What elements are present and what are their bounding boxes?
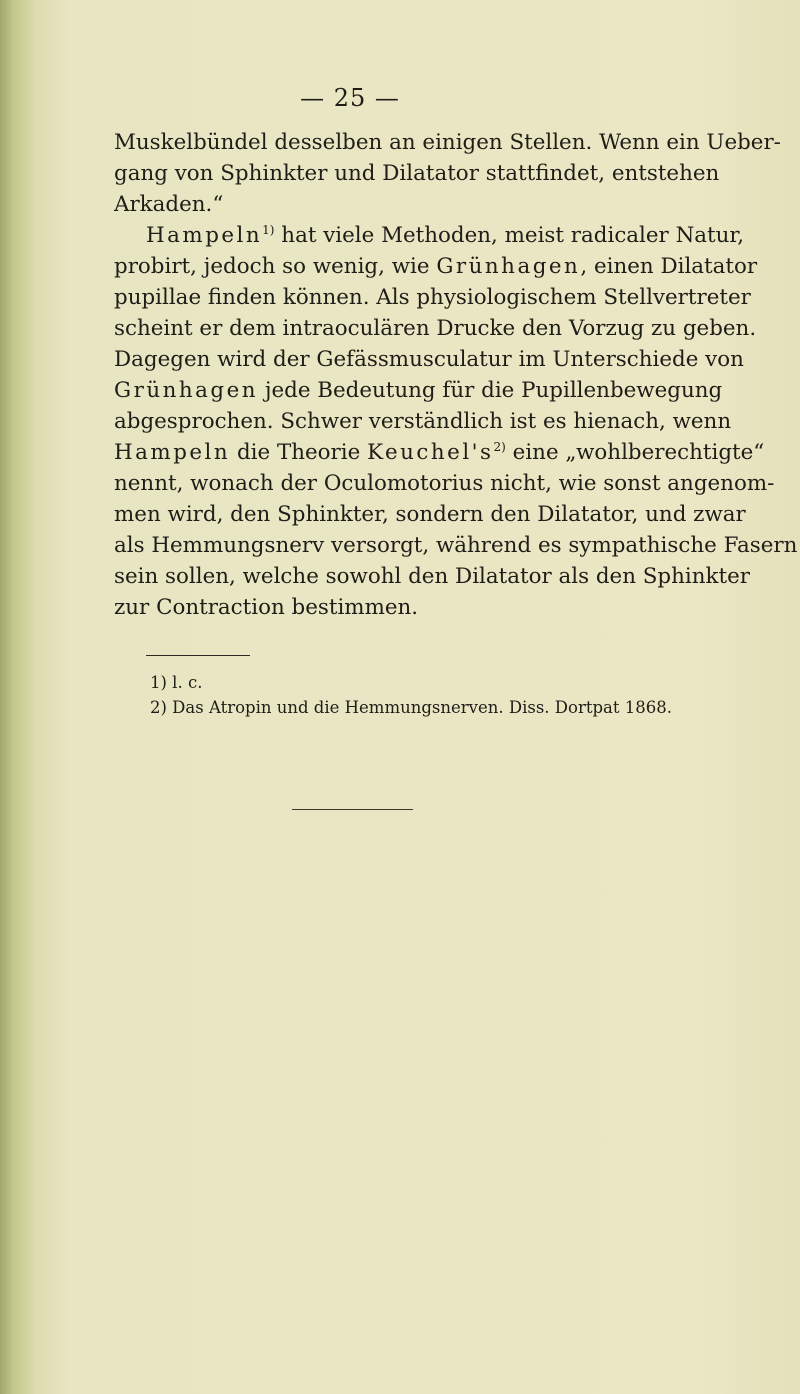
text-run: zur Contraction bestimmen. bbox=[114, 595, 419, 620]
text-line bbox=[114, 406, 732, 437]
text-line bbox=[114, 282, 751, 313]
footnote-ref: 1) bbox=[262, 223, 275, 237]
name-spaced: Grünhagen bbox=[114, 378, 259, 403]
footnote-2: 2) Das Atropin und die Hemmungsnerven. Diss. Dortpat 1868. bbox=[150, 698, 672, 717]
text-run: die Theorie bbox=[230, 440, 368, 465]
text-line bbox=[114, 220, 745, 251]
text-line bbox=[114, 313, 757, 344]
name-spaced: Grünhagen bbox=[436, 254, 581, 279]
name-spaced: Hampeln bbox=[114, 440, 231, 465]
footnote-ref: 2) bbox=[493, 440, 506, 454]
text-run: , einen Dilatator bbox=[580, 254, 758, 279]
footnotes bbox=[150, 670, 710, 720]
text-run: eine „wohlberechtigte“ bbox=[505, 440, 765, 465]
text-line bbox=[114, 344, 744, 375]
text-line bbox=[114, 530, 798, 561]
text-run: nennt, wonach der Oculomotorius nicht, wie sonst angenom- bbox=[114, 471, 775, 496]
text-line bbox=[114, 251, 758, 282]
text-run: sein sollen, welche sowohl den Dilatator als den Sphinkter bbox=[114, 564, 750, 589]
page-number: — 25 — bbox=[300, 84, 400, 112]
text-run: als Hemmungsnerv versorgt, während es sympathische Fasern bbox=[114, 533, 798, 558]
text-run: Dagegen wird der Gefässmusculatur im Unterschiede von bbox=[114, 347, 744, 372]
text-run: hat viele Methoden, meist radicaler Natur, bbox=[274, 223, 745, 248]
text-line bbox=[114, 592, 704, 623]
end-rule bbox=[292, 809, 413, 810]
text-line bbox=[114, 189, 704, 220]
text-line bbox=[114, 375, 723, 406]
footnote-1: 1) l. c. bbox=[150, 673, 203, 692]
text-line bbox=[114, 561, 750, 592]
text-run: probirt, jedoch so wenig, wie bbox=[114, 254, 437, 279]
name-spaced: Keuchel's bbox=[367, 440, 494, 465]
text-line bbox=[114, 158, 720, 189]
text-run: Muskelbündel desselben an einigen Stellen. Wenn ein Ueber- bbox=[114, 130, 781, 155]
footnote-rule bbox=[146, 655, 250, 656]
text-run: scheint er dem intraoculären Drucke den Vorzug zu geben. bbox=[114, 316, 757, 341]
text-run: pupillae finden können. Als physiologischem Stellvertreter bbox=[114, 285, 751, 310]
text-line bbox=[114, 437, 765, 468]
body-text bbox=[114, 127, 798, 623]
text-line bbox=[114, 468, 775, 499]
text-line bbox=[114, 499, 746, 530]
text-run: jede Bedeutung für die Pupillenbewegung bbox=[258, 378, 723, 403]
text-run: men wird, den Sphinkter, sondern den Dilatator, und zwar bbox=[114, 502, 746, 527]
text-run: gang von Sphinkter und Dilatator stattfindet, entstehen bbox=[114, 161, 720, 186]
name-spaced: Hampeln bbox=[146, 223, 263, 248]
text-run: Arkaden.“ bbox=[114, 192, 224, 217]
text-line bbox=[114, 127, 781, 158]
text-run: abgesprochen. Schwer verständlich ist es hienach, wenn bbox=[114, 409, 732, 434]
